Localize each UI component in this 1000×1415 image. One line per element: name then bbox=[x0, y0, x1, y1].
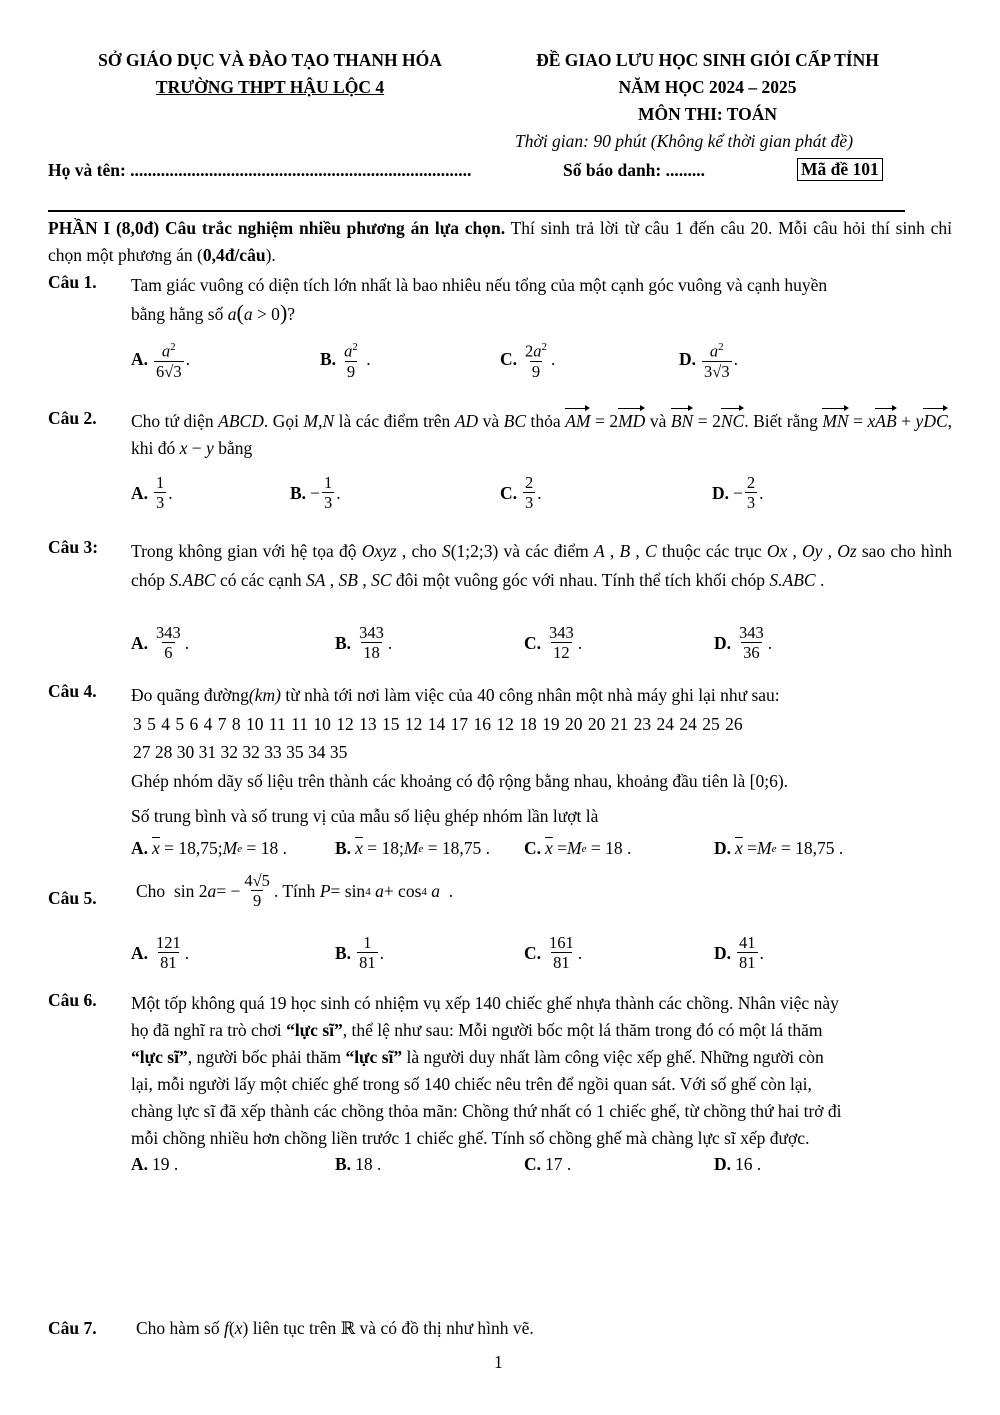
q6-line5: chàng lực sĩ đã xếp thành các chồng thỏa mãn: Chồng thứ nhất có 1 chiếc ghế, từ chồng thứ hai trở đi bbox=[131, 1101, 842, 1121]
q6-line6: mỗi chồng nhiều hơn chồng liền trước 1 chiếc ghế. Tính số chồng ghế mà chàng lực sĩ xếp được. bbox=[131, 1128, 810, 1148]
q1-option-a[interactable]: A. $\frac{a^2}{6√3}$ . bbox=[131, 341, 190, 381]
header-school: TRƯỜNG THPT HẬU LỘC 4 bbox=[155, 77, 385, 97]
q3-line1: Trong không gian với hệ tọa độ bbox=[131, 541, 357, 561]
q7-text: Cho hàm số f(x) liên tục trên ℝ và có đồ thị như hình vẽ. bbox=[136, 1318, 534, 1338]
option-label-a: A. bbox=[131, 483, 149, 503]
option-label-c: C. bbox=[500, 349, 518, 370]
q3-text: Trong không gian với hệ tọa độ Oxyz , cho S(1;2;3) và các điểm A , B , C thuộc các trục Ox , Oy , Oz sao cho hình chóp S.ABC có các cạnh SA , SB , SC đôi một vuông góc với nhau. Tính thể tích khối chóp S.ABC . bbox=[131, 541, 952, 590]
q6-lucsi-1: “lực sĩ” bbox=[286, 1020, 343, 1040]
q4-option-a[interactable]: A. $\overline{x}$ = 18,75; M e = 18 . bbox=[131, 838, 287, 858]
option-label-c: C. bbox=[524, 838, 542, 858]
option-label-d: D. bbox=[714, 838, 732, 858]
q3-option-a[interactable]: A. $\frac{343}{6}$ . bbox=[131, 623, 190, 662]
q5-option-c[interactable]: C. $\frac{161}{81}$ . bbox=[524, 933, 583, 972]
q6-lucsi-2: “lực sĩ” bbox=[131, 1047, 188, 1067]
q1-line1: Tam giác vuông có diện tích lớn nhất là bao nhiêu nếu tổng của một cạnh góc vuông và cạnh huyền bbox=[131, 275, 828, 295]
q3-option-c[interactable]: C. $\frac{343}{12}$ . bbox=[524, 623, 583, 662]
option-label-c: C. bbox=[524, 1154, 542, 1174]
option-label-d: D. bbox=[679, 349, 697, 370]
q6-label: Câu 6. bbox=[48, 990, 97, 1010]
part1-intro bbox=[48, 215, 952, 269]
q4-line3-text: Ghép nhóm dãy số liệu trên thành các khoảng có độ rộng bằng nhau, khoảng đầu tiên là bbox=[131, 771, 746, 791]
q4-line1b: từ nhà tới nơi làm việc của 40 công nhân một nhà máy ghi lại như sau: bbox=[285, 685, 780, 705]
q5-option-b[interactable]: B. $\frac{1}{81}$ . bbox=[335, 933, 384, 972]
option-label-d: D. bbox=[712, 483, 730, 503]
q5-option-d[interactable]: D. $\frac{41}{81}$ . bbox=[714, 933, 764, 972]
option-label-a: A. bbox=[131, 349, 149, 370]
option-label-c: C. bbox=[524, 633, 542, 653]
q6-option-a[interactable] bbox=[131, 1154, 178, 1175]
option-label-a: A. bbox=[131, 1154, 149, 1174]
part1-desc-end: ). bbox=[265, 245, 276, 265]
q6-line4: lại, mỗi người lấy một chiếc ghế trong số 140 chiếc nêu trên để ngồi quan sát. Với số ghế còn lại, bbox=[131, 1074, 812, 1094]
exam-code-box: Mã đề 101 bbox=[797, 158, 883, 181]
q6-option-c-value: 17 . bbox=[545, 1154, 572, 1174]
q5-cho: Cho bbox=[136, 881, 166, 901]
q1-option-b[interactable]: B. $\frac{a^2}{9}$ . bbox=[320, 341, 371, 381]
q4-option-c[interactable]: C. $\overline{x}$ = M e = 18 . bbox=[524, 838, 632, 858]
part1-desc: Thí sinh trả lời từ câu 1 đến câu 20. Mỗi câu hỏi thí sinh chỉ chọn một phương án ( bbox=[48, 218, 952, 265]
header-subject: MÔN THI: TOÁN bbox=[637, 104, 778, 124]
option-label-d: D. bbox=[714, 1154, 732, 1174]
q2-option-c[interactable]: C. $\frac{2}{3}$ . bbox=[500, 473, 542, 512]
q6-line3c: là người duy nhất làm công việc xếp ghế. Những người còn bbox=[402, 1047, 824, 1067]
q1-line2: bằng hằng số bbox=[131, 304, 224, 324]
q1-label: Câu 1. bbox=[48, 272, 97, 292]
q4-option-b[interactable]: B. $\overline{x}$ = 18; M e = 18,75 . bbox=[335, 838, 491, 858]
q4-option-d[interactable]: D. $\overline{x}$ = M e = 18,75 . bbox=[714, 838, 844, 858]
q2-option-a[interactable]: A. $\frac{1}{3}$ . bbox=[131, 473, 173, 512]
q6-line2a: họ đã nghĩ ra trò chơi bbox=[131, 1020, 287, 1040]
option-label-b: B. bbox=[320, 349, 337, 370]
header-time: Thời gian: 90 phút (Không kể thời gian phát đề) bbox=[515, 131, 854, 151]
q6-text bbox=[131, 990, 952, 1152]
option-label-a: A. bbox=[131, 943, 149, 963]
q6-line2b: , thể lệ như sau: Mỗi người bốc một lá thăm trong đó có một lá thăm bbox=[342, 1020, 823, 1040]
q1-option-c[interactable]: C. $\frac{2a^2}{9}$ . bbox=[500, 341, 556, 381]
q5-tinh: . Tính bbox=[273, 881, 316, 901]
option-label-b: B. bbox=[290, 483, 307, 503]
q2-line1: Cho tứ diện bbox=[131, 411, 214, 431]
header-divider bbox=[48, 210, 905, 212]
q6-option-c[interactable] bbox=[524, 1154, 571, 1175]
student-id-field: Số báo danh: ......... bbox=[563, 160, 705, 180]
option-label-b: B. bbox=[335, 943, 352, 963]
option-label-c: C. bbox=[500, 483, 518, 503]
q4-data-line1: 3 5 4 5 6 4 7 8 10 11 11 10 12 13 15 12 14 17 16 12 18 19 20 20 21 23 24 24 25 26 bbox=[133, 714, 743, 734]
q6-option-b[interactable] bbox=[335, 1154, 381, 1175]
q3-option-d[interactable]: D. $\frac{343}{36}$ . bbox=[714, 623, 773, 662]
header-department: SỞ GIÁO DỤC VÀ ĐÀO TẠO THANH HÓA bbox=[98, 50, 442, 70]
q1-option-d[interactable]: D. $\frac{a^2}{3√3}$ . bbox=[679, 341, 738, 381]
q4-line4: Số trung bình và số trung vị của mẫu số liệu ghép nhóm lần lượt là bbox=[131, 806, 599, 826]
q6-option-b-value: 18 . bbox=[355, 1154, 382, 1174]
q2-option-d[interactable]: D. − $\frac{2}{3}$ . bbox=[712, 473, 764, 512]
q6-line3b: , người bốc phải thăm bbox=[187, 1047, 346, 1067]
option-label-b: B. bbox=[335, 838, 352, 858]
q5-label: Câu 5. bbox=[48, 888, 97, 908]
name-field: Họ và tên: .............................................................................. bbox=[48, 160, 472, 180]
page-number: 1 bbox=[494, 1352, 503, 1372]
q6-line1: Một tốp không quá 19 học sinh có nhiệm vụ xếp 140 chiếc ghế nhựa thành các chồng. Nhân việc này bbox=[131, 993, 839, 1013]
q4-data-line2: 27 28 30 31 32 32 33 35 34 35 bbox=[133, 742, 348, 762]
q3-option-b[interactable]: B. $\frac{343}{18}$ . bbox=[335, 623, 393, 662]
q2-text: Cho tứ diện ABCD. Gọi M,N là các điểm trên AD và BC thỏa AM = 2MD và BN = 2NC. Biết rằng MN = xAB + yDC, khi đó x − y bằng bbox=[131, 408, 952, 462]
q5-text: Cho sin 2 a = − $\frac{4√5}{9}$ . Tính P = sin 4 a + cos 4 a . bbox=[136, 871, 454, 910]
header-school-year: NĂM HỌC 2024 – 2025 bbox=[618, 77, 797, 97]
option-label-d: D. bbox=[714, 943, 732, 963]
q6-lucsi-3: “lực sĩ” bbox=[345, 1047, 403, 1067]
option-label-a: A. bbox=[131, 838, 149, 858]
q4-line1: Đo quãng đường bbox=[131, 685, 249, 705]
q4-line3: Ghép nhóm dãy số liệu trên thành các khoảng có độ rộng bằng nhau, khoảng đầu tiên là [0;6). bbox=[131, 771, 789, 791]
q4-text: Đo quãng đường(km) từ nhà tới nơi làm việc của 40 công nhân một nhà máy ghi lại như sau: bbox=[131, 685, 780, 705]
option-label-b: B. bbox=[335, 633, 352, 653]
q4-label: Câu 4. bbox=[48, 681, 97, 701]
q3-label: Câu 3: bbox=[48, 537, 99, 557]
q5-option-a[interactable]: A. $\frac{121}{81}$ . bbox=[131, 933, 190, 972]
q1-text: Tam giác vuông có diện tích lớn nhất là bao nhiêu nếu tổng của một cạnh góc vuông và cạnh huyền bằng hằng số a(a > 0)? bbox=[131, 275, 828, 325]
q7-line1: Cho hàm số bbox=[136, 1318, 220, 1338]
option-label-b: B. bbox=[335, 1154, 352, 1174]
q7-line1b: liên tục trên ℝ và có đồ thị như hình vẽ. bbox=[252, 1318, 534, 1338]
q6-option-d-value: 16 . bbox=[735, 1154, 762, 1174]
header-exam-title: ĐỀ GIAO LƯU HỌC SINH GIỎI CẤP TỈNH bbox=[536, 50, 879, 70]
part1-title: PHẦN I (8,0đ) Câu trắc nghiệm nhiều phương án lựa chọn. bbox=[48, 218, 506, 238]
q2-option-b[interactable]: B. − $\frac{1}{3}$ . bbox=[290, 473, 341, 512]
part1-score: 0,4đ/câu bbox=[202, 245, 266, 265]
q6-option-d[interactable] bbox=[714, 1154, 761, 1175]
option-label-a: A. bbox=[131, 633, 149, 653]
option-label-c: C. bbox=[524, 943, 542, 963]
q2-label: Câu 2. bbox=[48, 408, 97, 428]
q6-option-a-value: 19 . bbox=[152, 1154, 179, 1174]
q7-label: Câu 7. bbox=[48, 1318, 97, 1338]
option-label-d: D. bbox=[714, 633, 732, 653]
